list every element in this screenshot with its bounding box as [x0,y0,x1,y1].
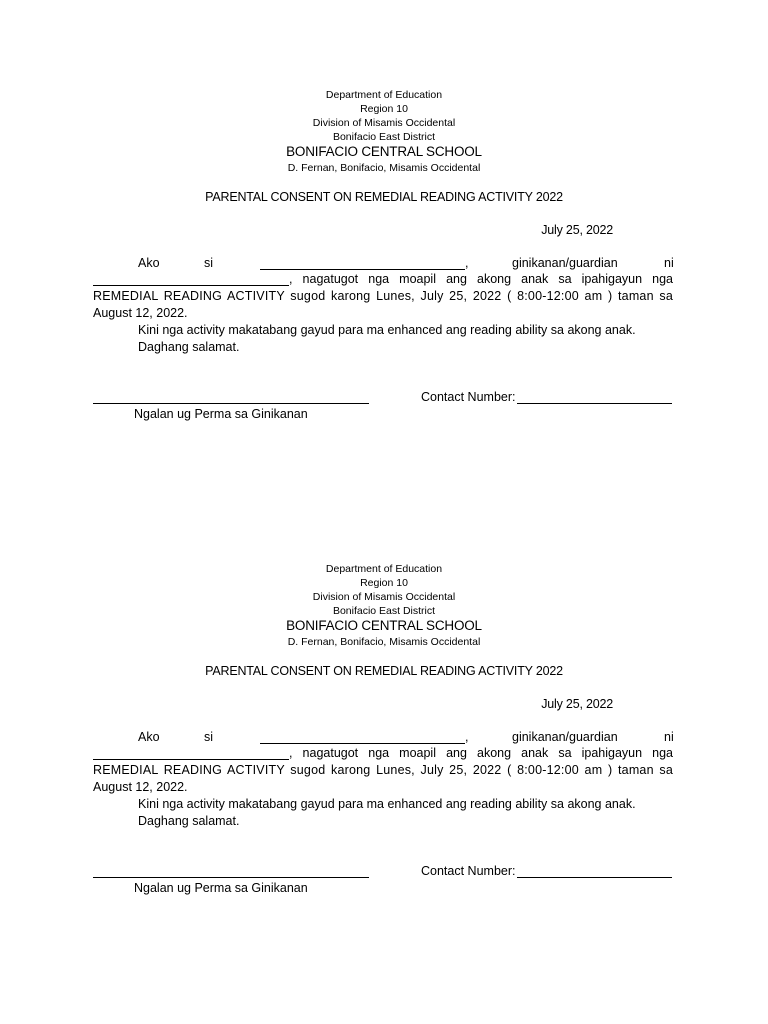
contact-number-label: Contact Number: [421,390,516,404]
word-si: si [204,730,214,744]
form-date: July 25, 2022 [541,697,613,711]
body-line-3: REMEDIAL READING ACTIVITY sugod karong Lunes, July 25, 2022 ( 8:00-12:00 am ) taman sa [93,763,673,777]
body-line-4: August 12, 2022. [93,780,188,794]
word-ni: ni [664,730,674,744]
contact-number-line[interactable] [517,865,672,878]
form-title: PARENTAL CONSENT ON REMEDIAL READING ACTIVITY 2022 [205,190,563,204]
word-si: si [204,256,214,270]
signature-line[interactable] [93,865,369,878]
body-line-4: August 12, 2022. [93,306,188,320]
school-address: D. Fernan, Bonifacio, Misamis Occidental [287,162,481,174]
header-division: Division of Misamis Occidental [312,591,456,603]
body-line-3: REMEDIAL READING ACTIVITY sugod karong Lunes, July 25, 2022 ( 8:00-12:00 am ) taman sa [93,289,673,303]
body-line-2: , nagatugot nga moapil ang akong anak sa ipahigayun nga [289,746,673,760]
child-name-line[interactable] [93,747,289,760]
word-ako: Ako [138,256,160,270]
header-district: Bonifacio East District [332,605,436,617]
school-name: BONIFACIO CENTRAL SCHOOL [286,144,482,159]
header-region: Region 10 [360,103,408,115]
signature-line[interactable] [93,391,369,404]
consent-form-2: Department of Education Region 10 Division of Misamis Occidental Bonifacio East District BONIFACIO CENTRAL SCHOOL D. Fernan, Bonifacio, Misamis Occidental PARENTAL CONSENT ON REMEDIAL READING ACTIVITY 2022 July 25, 2022 Ako si , ginikanan/guardian ni , nagatugot nga moapil ang akong anak sa ipahigayun nga REMEDIAL READING ACTIVITY sugod karong Lunes, July 25, 2022 ( 8:00-12:00 am ) taman sa August 12, 2022. Kini nga activity makatabang gayud para ma enhanced ang reading ability sa akong anak. Daghang salamat. Contact Number: Ngalan ug Perma sa Ginikanan [0,474,768,948]
body-line-2: , nagatugot nga moapil ang akong anak sa ipahigayun nga [289,272,673,286]
header-department: Department of Education [325,563,443,575]
body-line-6: Daghang salamat. [138,814,240,828]
school-address: D. Fernan, Bonifacio, Misamis Occidental [287,636,481,648]
contact-number-label: Contact Number: [421,864,516,878]
signature-label: Ngalan ug Perma sa Ginikanan [134,881,308,895]
school-name: BONIFACIO CENTRAL SCHOOL [286,618,482,633]
word-guardian: ginikanan/guardian [512,730,618,744]
contact-number-line[interactable] [517,391,672,404]
header-district: Bonifacio East District [332,131,436,143]
word-guardian: ginikanan/guardian [512,256,618,270]
header-department: Department of Education [325,89,443,101]
form-date: July 25, 2022 [541,223,613,237]
guardian-name-line[interactable] [260,731,465,744]
word-ako: Ako [138,730,160,744]
header-region: Region 10 [360,577,408,589]
word-ni: ni [664,256,674,270]
form-title: PARENTAL CONSENT ON REMEDIAL READING ACTIVITY 2022 [205,664,563,678]
header-division: Division of Misamis Occidental [312,117,456,129]
signature-label: Ngalan ug Perma sa Ginikanan [134,407,308,421]
body-line-5: Kini nga activity makatabang gayud para ma enhanced ang reading ability sa akong anak. [138,323,636,337]
consent-form-1: Department of Education Region 10 Division of Misamis Occidental Bonifacio East District BONIFACIO CENTRAL SCHOOL D. Fernan, Bonifacio, Misamis Occidental PARENTAL CONSENT ON REMEDIAL READING ACTIVITY 2022 July 25, 2022 Ako si , ginikanan/guardian ni , nagatugot nga moapil ang akong anak sa ipahigayun nga REMEDIAL READING ACTIVITY sugod karong Lunes, July 25, 2022 ( 8:00-12:00 am ) taman sa August 12, 2022. Kini nga activity makatabang gayud para ma enhanced ang reading ability sa akong anak. Daghang salamat. Contact Number: Ngalan ug Perma sa Ginikanan [0,0,768,474]
body-line-5: Kini nga activity makatabang gayud para ma enhanced ang reading ability sa akong anak. [138,797,636,811]
child-name-line[interactable] [93,273,289,286]
guardian-name-line[interactable] [260,257,465,270]
body-line-6: Daghang salamat. [138,340,240,354]
